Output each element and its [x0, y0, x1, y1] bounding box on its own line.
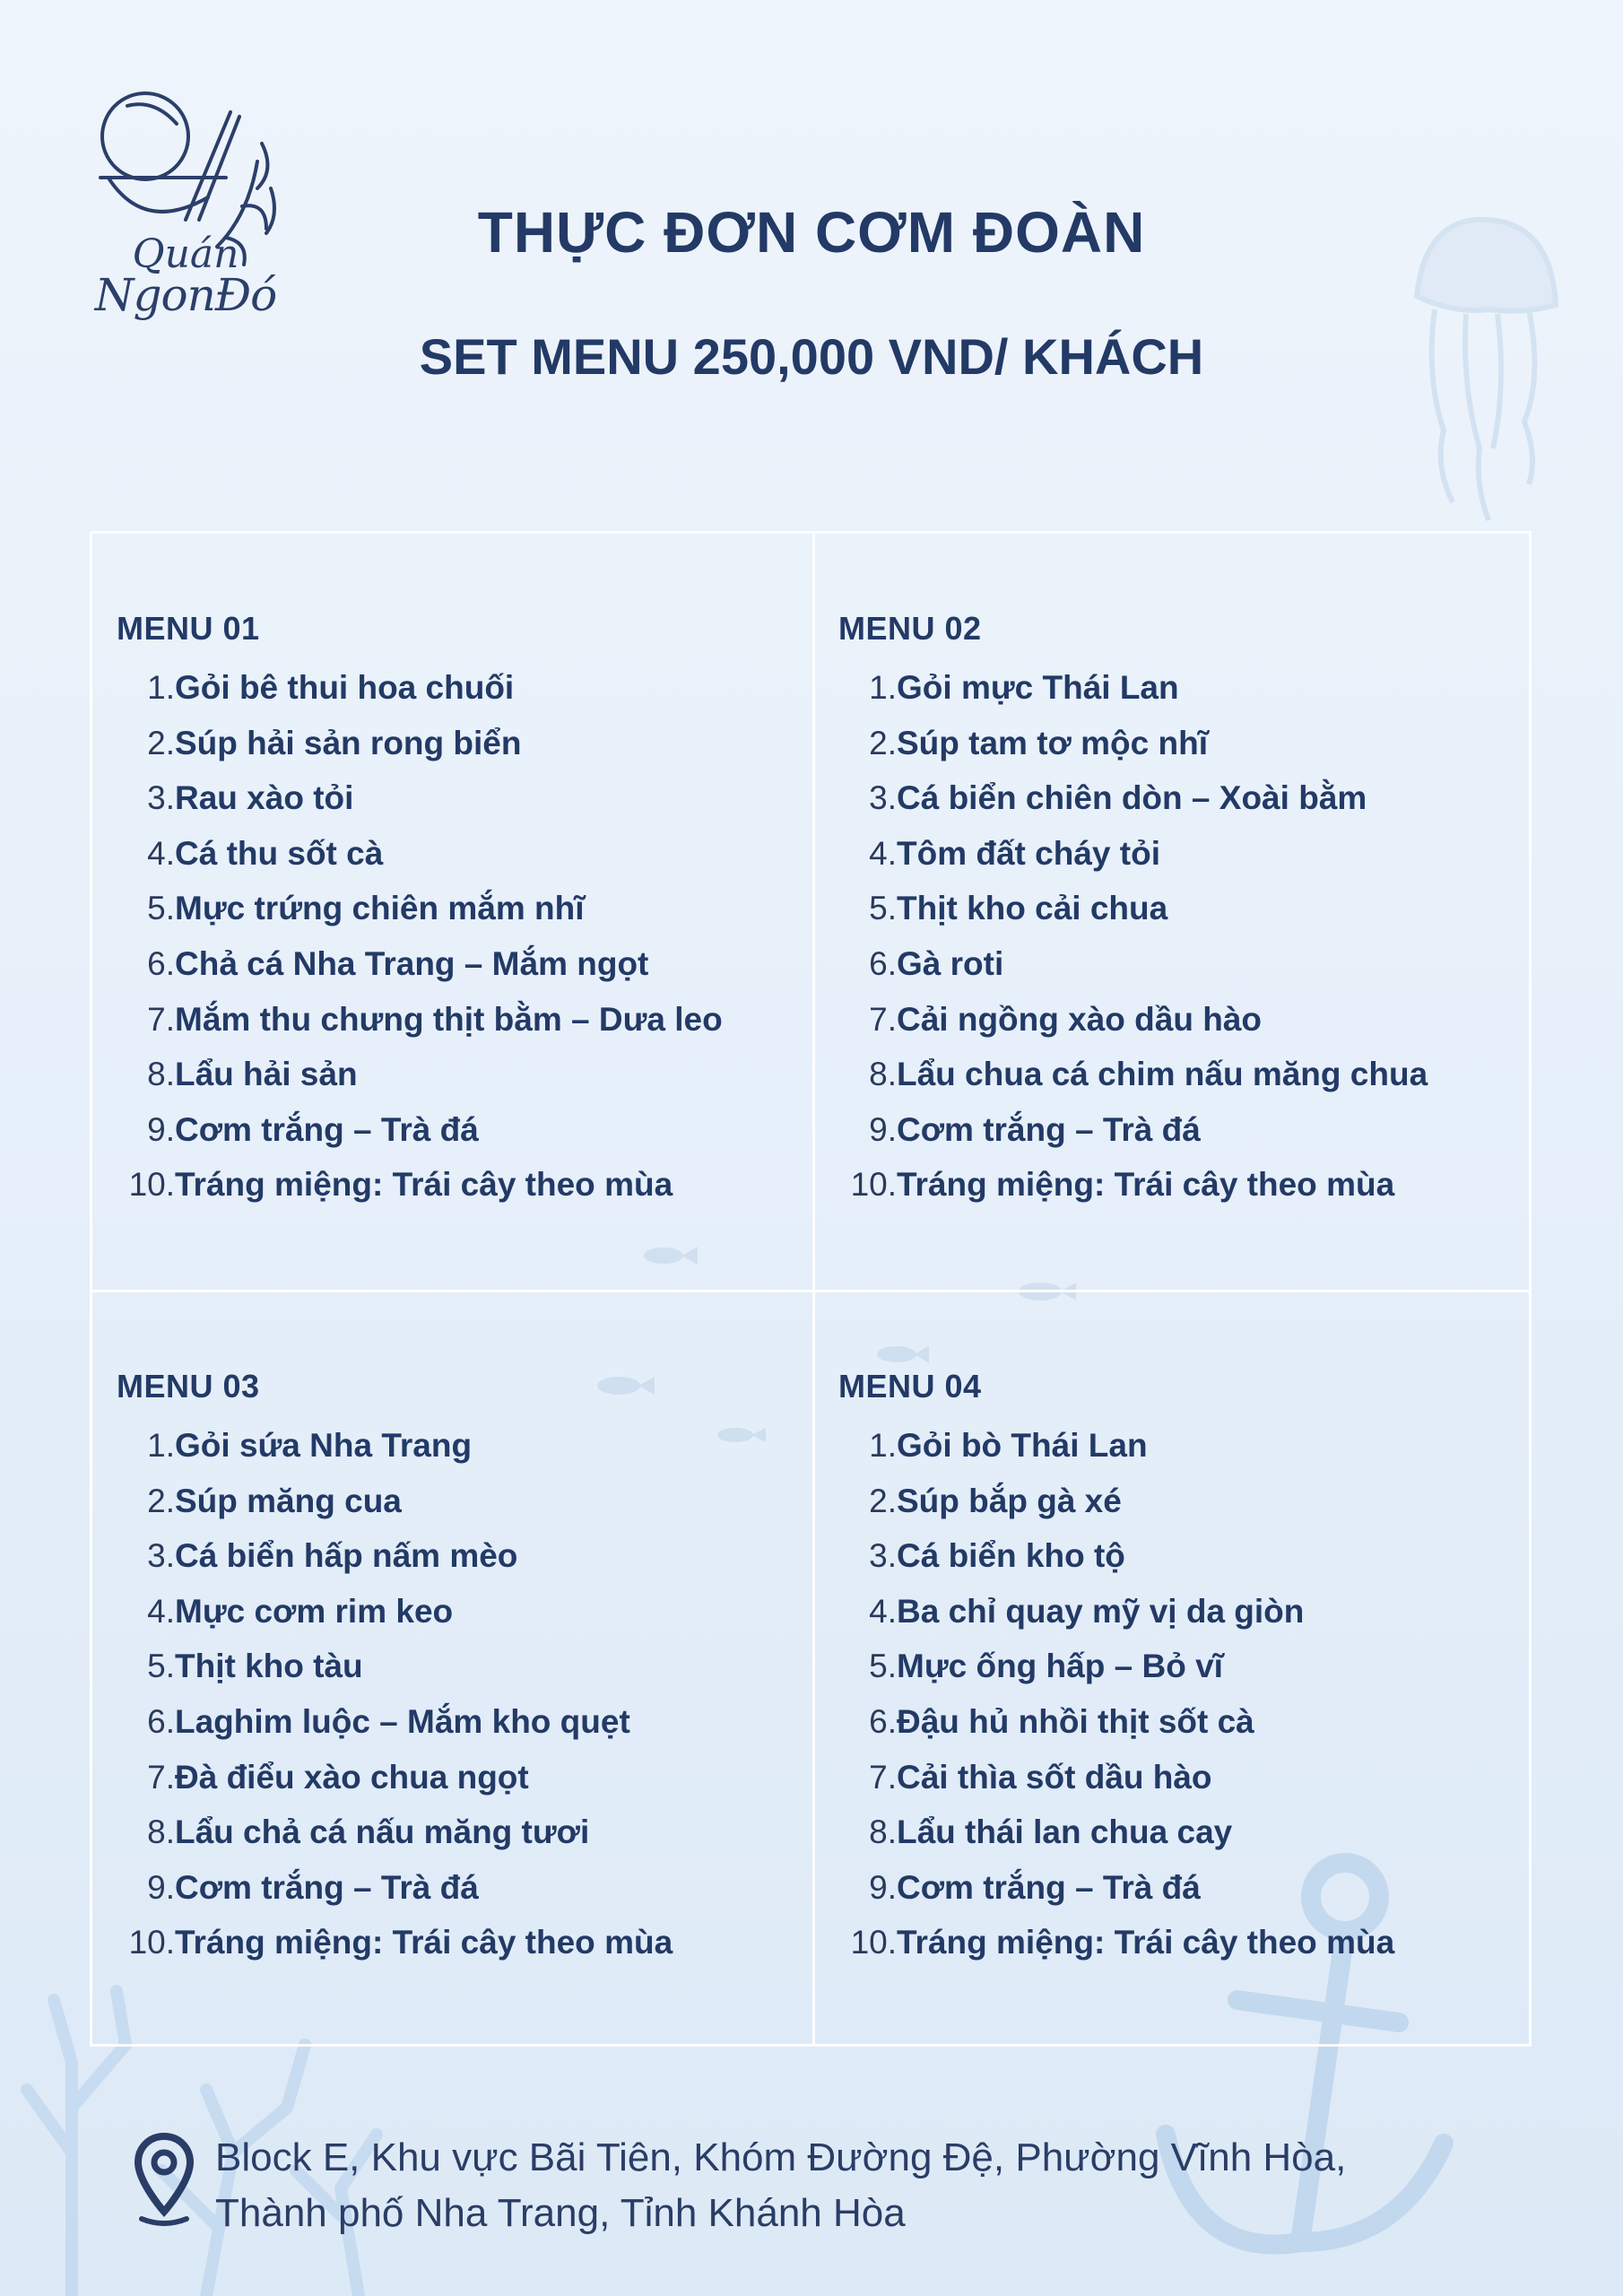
- menu-panel: [838, 610, 1538, 1213]
- menu-item: [117, 1584, 816, 1639]
- menu-item-dish: Súp măng cua: [175, 1482, 402, 1519]
- menu-title: MENU 03: [117, 1368, 260, 1405]
- menu-item: [117, 1047, 816, 1102]
- menu-item-dish: Thịt kho tàu: [175, 1648, 363, 1685]
- menu-item: [838, 1418, 1538, 1474]
- menu-item-number: 1.: [869, 1427, 897, 1464]
- menu-item-number: 10.: [128, 1924, 175, 1961]
- menu-item: [838, 770, 1538, 826]
- menu-item-number: 4.: [147, 834, 175, 872]
- menu-item: [117, 1860, 816, 1916]
- menu-item: [117, 1915, 816, 1970]
- menu-panel: [117, 1368, 816, 1970]
- menu-item: [117, 1418, 816, 1474]
- menu-item-number: 6.: [147, 1702, 175, 1740]
- menu-item: [117, 881, 816, 936]
- menu-item: [117, 1157, 816, 1213]
- menu-title: MENU 02: [838, 610, 982, 647]
- menu-item-number: 6.: [869, 944, 897, 982]
- menu-item-number: 7.: [147, 1000, 175, 1038]
- menu-item-number: 3.: [147, 1537, 175, 1575]
- address-block: [215, 2130, 1346, 2241]
- menu-item: [838, 1157, 1538, 1213]
- menu-item: [117, 1528, 816, 1584]
- set-menu-price: SET MENU 250,000 VND/ KHÁCH: [419, 328, 1204, 385]
- menu-items-list: [117, 660, 816, 1213]
- menu-item-number: 7.: [869, 1758, 897, 1796]
- menu-item: [838, 1750, 1538, 1805]
- menu-item-dish: Tôm đất cháy tỏi: [897, 834, 1160, 872]
- menu-item-number: 1.: [147, 669, 175, 706]
- menu-item: [117, 826, 816, 882]
- menu-item: [838, 716, 1538, 771]
- menu-item-number: 8.: [147, 1813, 175, 1851]
- menu-item: [117, 1474, 816, 1529]
- menu-item-number: 4.: [869, 1592, 897, 1630]
- menu-item-number: 2.: [869, 724, 897, 761]
- menu-item: [838, 881, 1538, 936]
- menu-item-dish: Mắm thu chưng thịt bằm – Dưa leo: [175, 1000, 723, 1038]
- menu-item-number: 3.: [869, 1537, 897, 1575]
- menu-item-dish: Gỏi sứa Nha Trang: [175, 1427, 473, 1464]
- menu-item: [838, 1915, 1538, 1970]
- menu-item-dish: Rau xào tỏi: [175, 779, 354, 817]
- menu-item-number: 7.: [869, 1000, 897, 1038]
- menu-panel: [838, 1368, 1538, 1970]
- menu-panel: [117, 610, 816, 1213]
- menu-item: [838, 1639, 1538, 1694]
- menu-item-dish: Tráng miệng: Trái cây theo mùa: [175, 1924, 673, 1961]
- menu-item: [838, 1047, 1538, 1102]
- menu-item-dish: Cơm trắng – Trà đá: [897, 1110, 1201, 1148]
- menu-item-dish: Gà roti: [897, 944, 1004, 982]
- menu-item-number: 9.: [147, 1110, 175, 1148]
- menu-item-number: 1.: [147, 1427, 175, 1464]
- menu-item-number: 8.: [869, 1813, 897, 1851]
- menu-item: [117, 716, 816, 771]
- menu-item-number: 10.: [128, 1166, 175, 1204]
- logo-line-1: Quán: [132, 231, 239, 277]
- grid-divider-horizontal: [92, 1290, 1529, 1292]
- menu-item-number: 5.: [869, 1648, 897, 1685]
- address-line-1: Block E, Khu vực Bãi Tiên, Khóm Đường Đệ, Phường Vĩnh Hòa,: [215, 2135, 1347, 2179]
- menu-item: [117, 1750, 816, 1805]
- menu-item: [838, 936, 1538, 992]
- menu-item: [838, 826, 1538, 882]
- menu-item-dish: Thịt kho cải chua: [897, 890, 1168, 927]
- menu-item-dish: Súp hải sản rong biển: [175, 724, 522, 761]
- menu-item: [838, 1102, 1538, 1158]
- menu-item-number: 8.: [869, 1056, 897, 1093]
- menu-item: [838, 1694, 1538, 1750]
- menu-item: [838, 660, 1538, 716]
- menu-item-dish: Tráng miệng: Trái cây theo mùa: [897, 1166, 1395, 1204]
- menu-item-dish: Mực cơm rim keo: [175, 1592, 454, 1630]
- menu-item-number: 9.: [147, 1868, 175, 1906]
- menu-items-list: [117, 1418, 816, 1970]
- address-line-2: Thành phố Nha Trang, Tỉnh Khánh Hòa: [215, 2191, 906, 2235]
- logo-line-2: NgonĐó: [94, 269, 277, 321]
- menu-item-dish: Cơm trắng – Trà đá: [175, 1868, 479, 1906]
- menu-item-dish: Mực trứng chiên mắm nhĩ: [175, 890, 585, 927]
- menu-items-list: [838, 1418, 1538, 1970]
- menu-item: [117, 1639, 816, 1694]
- menu-item: [838, 1528, 1538, 1584]
- menu-item-number: 4.: [147, 1592, 175, 1630]
- menu-item-number: 8.: [147, 1056, 175, 1093]
- menu-item-number: 10.: [850, 1924, 897, 1961]
- menu-item-number: 9.: [869, 1868, 897, 1906]
- menu-item-dish: Súp tam tơ mộc nhĩ: [897, 724, 1208, 761]
- menu-item-dish: Đà điểu xào chua ngọt: [175, 1758, 529, 1796]
- menu-item-number: 10.: [850, 1166, 897, 1204]
- menu-items-list: [838, 660, 1538, 1213]
- menu-item-number: 5.: [869, 890, 897, 927]
- menu-item-dish: Cơm trắng – Trà đá: [175, 1110, 479, 1148]
- menu-item-dish: Cơm trắng – Trà đá: [897, 1868, 1201, 1906]
- menu-item: [117, 660, 816, 716]
- menu-item-dish: Lẩu chả cá nấu măng tươi: [175, 1813, 590, 1851]
- menu-item-dish: Ba chỉ quay mỹ vị da giòn: [897, 1592, 1305, 1630]
- menu-item: [117, 1694, 816, 1750]
- menu-item-dish: Tráng miệng: Trái cây theo mùa: [175, 1166, 673, 1204]
- menu-item-dish: Cải ngồng xào dầu hào: [897, 1000, 1263, 1038]
- menu-item: [117, 1805, 816, 1860]
- menu-item-dish: Cá biển kho tộ: [897, 1537, 1125, 1575]
- menu-item-dish: Cá biển chiên dòn – Xoài bằm: [897, 779, 1367, 817]
- menu-item-number: 7.: [147, 1758, 175, 1796]
- menu-item-dish: Cá thu sốt cà: [175, 834, 384, 872]
- page-title: THỰC ĐƠN CƠM ĐOÀN: [477, 200, 1146, 265]
- menu-item-number: 4.: [869, 834, 897, 872]
- menu-item-dish: Tráng miệng: Trái cây theo mùa: [897, 1924, 1395, 1961]
- menu-title: MENU 04: [838, 1368, 982, 1405]
- menu-item-number: 2.: [147, 724, 175, 761]
- menu-item-dish: Cải thìa sốt dầu hào: [897, 1758, 1212, 1796]
- menu-item-dish: Laghim luộc – Mắm kho quẹt: [175, 1702, 630, 1740]
- menu-item: [838, 1584, 1538, 1639]
- menu-item-dish: Súp bắp gà xé: [897, 1482, 1122, 1519]
- menu-item-number: 3.: [147, 779, 175, 817]
- menu-item-number: 2.: [147, 1482, 175, 1519]
- menu-item-number: 5.: [147, 1648, 175, 1685]
- menu-title: MENU 01: [117, 610, 260, 647]
- menu-item-dish: Gỏi mực Thái Lan: [897, 669, 1179, 706]
- menu-item-dish: Cá biển hấp nấm mèo: [175, 1537, 518, 1575]
- menu-item: [117, 992, 816, 1048]
- menu-item-number: 6.: [147, 944, 175, 982]
- menu-item-dish: Gỏi bò Thái Lan: [897, 1427, 1148, 1464]
- menu-item: [117, 1102, 816, 1158]
- menu-item-number: 6.: [869, 1702, 897, 1740]
- menu-item: [838, 1860, 1538, 1916]
- menu-item: [838, 1805, 1538, 1860]
- menu-item-number: 3.: [869, 779, 897, 817]
- menu-item-number: 1.: [869, 669, 897, 706]
- menu-item: [838, 992, 1538, 1048]
- menu-item-number: 2.: [869, 1482, 897, 1519]
- menu-item-dish: Lẩu hải sản: [175, 1056, 358, 1093]
- menu-item-dish: Lẩu chua cá chim nấu măng chua: [897, 1056, 1428, 1093]
- menu-item-dish: Chả cá Nha Trang – Mắm ngọt: [175, 944, 649, 982]
- menu-item-number: 5.: [147, 890, 175, 927]
- menu-item-dish: Gỏi bê thui hoa chuối: [175, 669, 515, 706]
- menu-item: [838, 1474, 1538, 1529]
- location-pin-icon: [135, 2133, 194, 2226]
- menu-item-dish: Đậu hủ nhồi thịt sốt cà: [897, 1702, 1254, 1740]
- menu-item-number: 9.: [869, 1110, 897, 1148]
- menu-item-dish: Lẩu thái lan chua cay: [897, 1813, 1233, 1851]
- menu-item-dish: Mực ống hấp – Bỏ vĩ: [897, 1648, 1223, 1685]
- menu-item: [117, 936, 816, 992]
- menu-item: [117, 770, 816, 826]
